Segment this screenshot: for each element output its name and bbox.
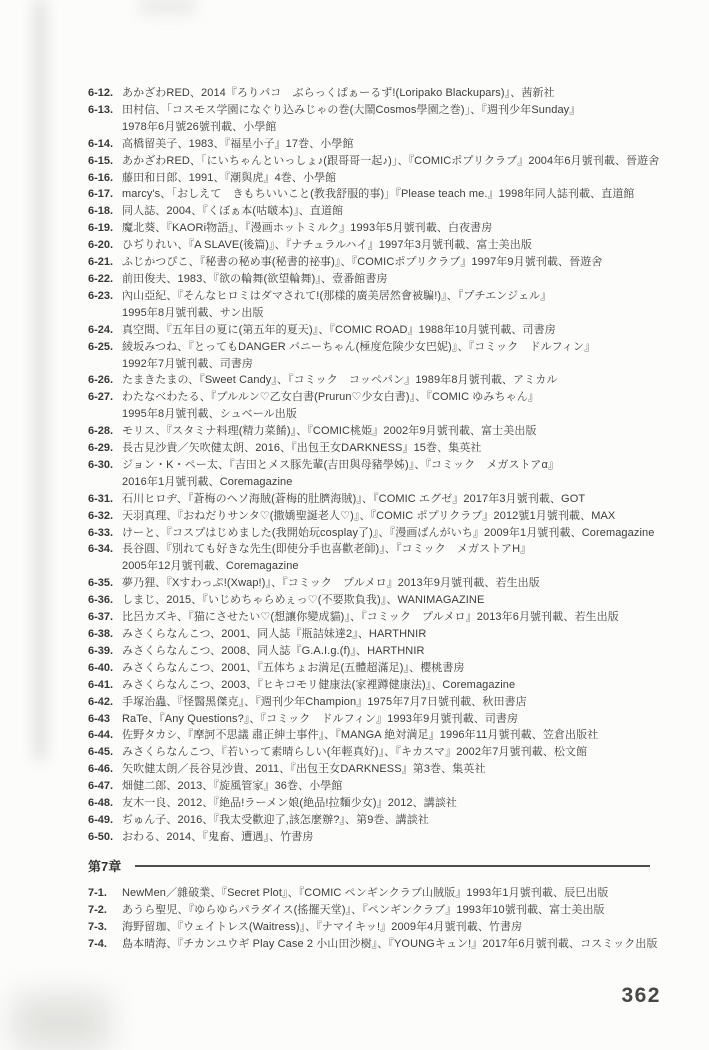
entry-lines — [122, 440, 654, 457]
reference-entry — [88, 508, 654, 525]
entry-lines — [122, 575, 654, 592]
entry-text: 前田俊夫、1983、『欲の輪舞(欲望輪舞)』、壹番館書房 — [122, 272, 388, 285]
entry-lines — [122, 919, 654, 936]
reference-entry — [88, 288, 654, 322]
entry-lines — [122, 170, 654, 187]
entry-lines — [122, 541, 654, 575]
entry-number: 6-36. — [88, 594, 114, 607]
entry-number: 6-44. — [88, 729, 114, 742]
chapter7-title: 第7章 — [88, 859, 122, 875]
reference-entry — [88, 626, 654, 643]
entry-number: 6-37. — [88, 611, 114, 624]
entry-lines — [122, 609, 654, 626]
reference-entry — [88, 372, 654, 389]
entry-lines — [122, 271, 654, 288]
entry-number: 6-28. — [88, 425, 114, 438]
reference-entry — [88, 170, 654, 187]
entry-number: 6-17. — [88, 188, 114, 201]
entry-lines — [122, 203, 654, 220]
entry-text: たまきたまの、『Sweet Candy』、『コミック コッペパン』1989年8月號刊載、アミカル — [122, 374, 558, 387]
entry-lines — [122, 102, 654, 136]
entry-number: 7-2. — [88, 903, 107, 916]
reference-entry — [88, 592, 654, 609]
entry-text: ひぢりれい、『A SLAVE(後篇)』、『ナチュラルハイ』1997年3月號刊載、富士美出版 — [122, 239, 532, 252]
bibliography-content — [88, 85, 660, 952]
reference-entry — [88, 136, 654, 153]
reference-entry — [88, 254, 654, 271]
reference-entry — [88, 575, 654, 592]
entry-number: 6-29. — [88, 442, 114, 455]
entry-lines — [122, 186, 654, 203]
entry-text: 手塚治蟲、『怪醫黑傑克』、『週刊少年Champion』1975年7月7日號刊載、秋田書店 — [122, 695, 527, 708]
entry-number: 6-31. — [88, 492, 114, 505]
entry-number: 6-40. — [88, 661, 114, 674]
entry-number: 6-30. — [88, 458, 114, 471]
entry-number: 6-19. — [88, 222, 114, 235]
entry-number: 6-50. — [88, 830, 114, 843]
reference-entry — [88, 660, 654, 677]
scan-artifact-top-smudge — [140, 0, 195, 12]
entry-lines — [122, 339, 654, 373]
entry-text: あかざわRED、「にいちゃんといっしょ♪(跟哥哥一起♪)」、『COMICポプリクラブ』2004年6月號刊載、晉遊舍 — [122, 154, 660, 167]
entry-text: RaTe、『Any Questions?』、『コミック ドルフィン』1993年9月號刊載、司書房 — [122, 712, 519, 725]
entry-lines — [122, 136, 654, 153]
reference-entry — [88, 389, 654, 423]
entry-number: 6-47. — [88, 780, 114, 793]
entry-text: あうら聖児、『ゆらゆらパラダイス(搖擺天堂)』、『ペンギンクラブ』1993年10號刊載、富士美出版 — [122, 903, 605, 916]
entry-text: NewMen／雜破業、『Secret Plot』、『COMIC ペンギンクラブ山賊版』1993年1月號刊載、辰巳出版 — [122, 886, 609, 899]
entry-text: ふじかつぴこ、『秘書の秘め事(秘書的祕事)』、『COMICポプリクラブ』1997年9月號刊載、晉遊舍 — [122, 256, 603, 269]
entry-lines — [122, 711, 654, 728]
entry-number: 6-14. — [88, 137, 114, 150]
entry-text: 田村信、「コスモス学園になぐり込みじゃの巻(大鬧Cosmos學園之巻)」、『週刊少年Sunday』 — [122, 103, 581, 116]
reference-entry — [88, 885, 654, 902]
entry-number: 6-41. — [88, 678, 114, 691]
entry-number: 6-42. — [88, 695, 114, 708]
entry-lines — [122, 288, 654, 322]
entry-text: 矢吹健太朗／長谷見沙貴、2011、『出包王女DARKNESS』第3巻、集英社 — [122, 763, 486, 776]
entry-text: モリス、『スタミナ料理(精力菜餚)』、『COMIC桃姫』2002年9月號刊載、富士美出版 — [122, 425, 537, 438]
entry-lines — [122, 936, 658, 953]
entry-text: 比呂カズキ、『猫にさせたい♡(想讓你變成貓)』、『コミック プルメロ』2013年6月號刊載、若生出版 — [122, 611, 619, 624]
entry-text: 1992年7月號刊載、司書房 — [122, 357, 253, 370]
entry-lines — [122, 457, 654, 491]
entry-text: みさくらなんこつ、2001、『五体ちょお満足(五體超滿足)』、櫻桃書房 — [122, 661, 465, 674]
entry-number: 7-4. — [88, 937, 107, 950]
reference-entry — [88, 727, 654, 744]
entry-lines — [122, 389, 654, 423]
entry-number: 6-20. — [88, 239, 114, 252]
entry-text: 島本晴海、『チカンユウギ Play Case 2 小山田沙樹』、『YOUNGキュン!』2017年6月號刊載、コスミック出版 — [122, 937, 658, 950]
entry-lines — [122, 254, 654, 271]
entry-text: 石川ヒロヂ、『蒼梅のヘソ海賊(蒼梅的肚臍海賊)』、『COMIC エグゼ』2017年3月號刊載、GOT — [122, 492, 586, 505]
entry-lines — [122, 829, 654, 846]
reference-entry — [88, 541, 654, 575]
reference-entry — [88, 694, 654, 711]
reference-entry — [88, 457, 654, 491]
reference-entry — [88, 902, 654, 919]
chapter7-heading-rule — [135, 865, 650, 867]
reference-entry — [88, 643, 654, 660]
entry-text: 1978年6月號26號刊載、小學館 — [122, 120, 277, 133]
entry-number: 6-34. — [88, 543, 114, 556]
reference-entry — [88, 711, 654, 728]
entry-text: marcy's、「おしえて きもちいいこと(教我舒服的事)」『Please teach me.』1998年同人誌刊載、直道館 — [122, 188, 635, 201]
reference-entry — [88, 220, 654, 237]
entry-number: 6-16. — [88, 171, 114, 184]
entry-text: 夢乃狸、『Xすわっぷ!(Xwap!)』、『コミック プルメロ』2013年9月號刊載、若生出版 — [122, 577, 540, 590]
entry-text: 真空間、『五年目の夏に(第五年的夏天)』、『COMIC ROAD』1988年10月號刊載、司書房 — [122, 323, 556, 336]
reference-entry — [88, 186, 654, 203]
page-number: 362 — [621, 984, 661, 1007]
entry-number: 6-48. — [88, 797, 114, 810]
entry-number: 7-1. — [88, 886, 107, 899]
reference-entry — [88, 677, 654, 694]
entry-text: 高橋留美子、1983、『福星小子』17巻、小學館 — [122, 137, 354, 150]
entry-lines — [122, 153, 660, 170]
reference-entry — [88, 322, 654, 339]
chapter6-reference-list — [88, 85, 660, 846]
entry-text: けーと、『コスプはじめました(我開始玩cosplay了)』、『漫画ばんがいち』2009年1月號刊載、Coremagazine — [122, 526, 655, 539]
entry-text: みさくらなんこつ、2001、同人誌『瓶詰妹達2』、HARTHNIR — [122, 628, 427, 640]
entry-number: 6-25. — [88, 340, 114, 353]
entry-text: おわる、2014、『鬼畜、遭遇』、竹書房 — [122, 830, 314, 843]
entry-number: 6-12. — [88, 87, 114, 99]
entry-text: 藤田和日郎、1991、『潮與虎』4巻、小學館 — [122, 171, 337, 184]
entry-text: 天羽真理、『おねだりサンタ♡(撒嬌聖誕老人♡)』、『COMIC ポプリクラブ』2012號1月號刊載、MAX — [122, 509, 616, 522]
entry-text: みさくらなんこつ、2008、同人誌『G.A.I.g.(f)』、HARTHNIR — [122, 644, 425, 657]
entry-text: みさくらなんこつ、2003、『ヒキコモリ健康法(家裡蹲健康法)』、Coremagazine — [122, 678, 516, 691]
entry-lines — [122, 761, 654, 778]
reference-entry — [88, 491, 654, 508]
entry-lines — [122, 660, 654, 677]
entry-text: 1995年8月號刊載、シュベール出版 — [122, 408, 297, 421]
entry-text: 佐野タカシ、『摩訶不思議 肅正紳士事件』、『MANGA 絶対満足』1996年11月號刊載、笠倉出版社 — [122, 729, 599, 742]
entry-text: ぢゅん子、2016、『我太受歡迎了,該怎麼辦?』、第9巻、講談社 — [122, 813, 429, 826]
scan-artifact-left-streak — [34, 0, 46, 760]
entry-text: 海野留珈、『ウェイトレス(Waitress)』、『ナマイキッ!』2009年4月號刊載、竹書房 — [122, 920, 523, 933]
reference-entry — [88, 153, 660, 170]
entry-text: わたなべわたる、『ブルルン♡乙女白書(Prurun♡少女白書)』、『COMIC ゆみちゃん』 — [122, 391, 539, 404]
entry-lines — [122, 626, 654, 643]
entry-number: 6-18. — [88, 205, 114, 218]
entry-number: 6-32. — [88, 509, 114, 522]
reference-entry — [88, 237, 654, 254]
reference-entry — [88, 829, 654, 846]
chapter7-heading — [88, 857, 654, 875]
chapter7-reference-list — [88, 885, 658, 953]
scan-artifact-bottom-smudge — [14, 995, 109, 1050]
entry-number: 6-21. — [88, 256, 114, 269]
entry-lines — [122, 525, 654, 542]
entry-lines — [122, 491, 654, 508]
entry-text: 內山亞紀、『そんなヒロミはダマされて!(那樣的廣美居然會被騙!)』、『プチエンジェル』 — [122, 289, 552, 302]
entry-number: 6-45. — [88, 746, 114, 759]
reference-entry — [88, 744, 654, 761]
entry-text: 畑健二郎、2013、『旋風管家』36巻、小學館 — [122, 780, 343, 793]
reference-entry — [88, 761, 654, 778]
entry-number: 6-27. — [88, 391, 114, 404]
reference-entry — [88, 609, 654, 626]
entry-number: 6-49. — [88, 813, 114, 826]
entry-text: 綾坂みつね、『とってもDANGER バニーちゃん(極度危険少女巴妮)』、『コミック ドルフィン』 — [122, 340, 596, 353]
entry-number: 6-35. — [88, 577, 114, 590]
entry-text: 2005年12月號刊載、Coremagazine — [122, 560, 299, 573]
reference-entry — [88, 102, 654, 136]
reference-entry — [88, 423, 654, 440]
entry-number: 6-23. — [88, 289, 114, 302]
entry-number: 7-3. — [88, 920, 107, 933]
entry-lines — [122, 677, 654, 694]
entry-number: 6-22. — [88, 272, 114, 285]
entry-lines — [122, 744, 654, 761]
entry-text: しまじ、2015、『いじめちゃらめぇっ♡(不要欺負我)』、WANIMAGAZINE — [122, 594, 485, 607]
reference-entry — [88, 85, 654, 102]
entry-lines — [122, 592, 654, 609]
reference-entry — [88, 271, 654, 288]
entry-text: 1995年8月號刊載、サン出版 — [122, 306, 264, 319]
entry-lines — [122, 812, 654, 829]
entry-lines — [122, 902, 654, 919]
entry-lines — [122, 778, 654, 795]
reference-entry — [88, 778, 654, 795]
entry-number: 6-38. — [88, 628, 114, 640]
reference-entry — [88, 936, 658, 953]
entry-text: 魔北葵、『KAORi物語』、『漫画ホットミルク』1993年5月號刊載、白夜書房 — [122, 222, 493, 235]
entry-lines — [122, 220, 654, 237]
entry-text: みさくらなんこつ、『若いって素晴らしい(年輕真好)』、『キカスマ』2002年7月號刊載、松文館 — [122, 746, 588, 759]
entry-number: 6-33. — [88, 526, 114, 539]
entry-lines — [122, 322, 654, 339]
reference-entry — [88, 812, 654, 829]
entry-lines — [122, 727, 654, 744]
entry-lines — [122, 643, 654, 660]
entry-lines — [122, 423, 654, 440]
entry-number: 6-43 — [88, 712, 111, 725]
entry-number: 6-46. — [88, 763, 114, 776]
reference-entry — [88, 795, 654, 812]
entry-lines — [122, 237, 654, 254]
reference-entry — [88, 203, 654, 220]
reference-entry — [88, 440, 654, 457]
entry-lines — [122, 372, 654, 389]
entry-lines — [122, 885, 654, 902]
entry-lines — [122, 694, 654, 711]
entry-text: 友木一良、2012、『絶品!ラーメン娘(絶品!拉麵少女)』2012、講談社 — [122, 797, 458, 810]
entry-text: ジョン・K・ペー太、『吉田とメス豚先輩(吉田與母豬學姊)』、『コミック メガストアα』 — [122, 458, 560, 471]
entry-number: 6-13. — [88, 103, 114, 116]
entry-lines — [122, 795, 654, 812]
entry-lines — [122, 85, 654, 102]
entry-text: 2016年1月號刊載、Coremagazine — [122, 475, 293, 488]
entry-lines — [122, 508, 654, 525]
entry-number: 6-24. — [88, 323, 114, 336]
reference-entry — [88, 525, 654, 542]
reference-entry — [88, 919, 654, 936]
entry-text: あかざわRED、2014『ろりパコ ぶらっくぱぁーるず!(Loripako Blackupars)』、茜新社 — [122, 87, 555, 99]
reference-entry — [88, 339, 654, 373]
entry-number: 6-39. — [88, 644, 114, 657]
entry-text: 長谷圓、『別れても好きな先生(即使分手也喜歡老師)』、『コミック メガストアH』 — [122, 543, 532, 556]
entry-number: 6-15. — [88, 154, 114, 167]
entry-number: 6-26. — [88, 374, 114, 387]
entry-text: 同人誌、2004、『くぼぁ本(咕啵本)』、直道館 — [122, 205, 344, 218]
entry-text: 長古見沙貴／矢吹健太朗、2016、『出包王女DARKNESS』15巻、集英社 — [122, 442, 482, 455]
